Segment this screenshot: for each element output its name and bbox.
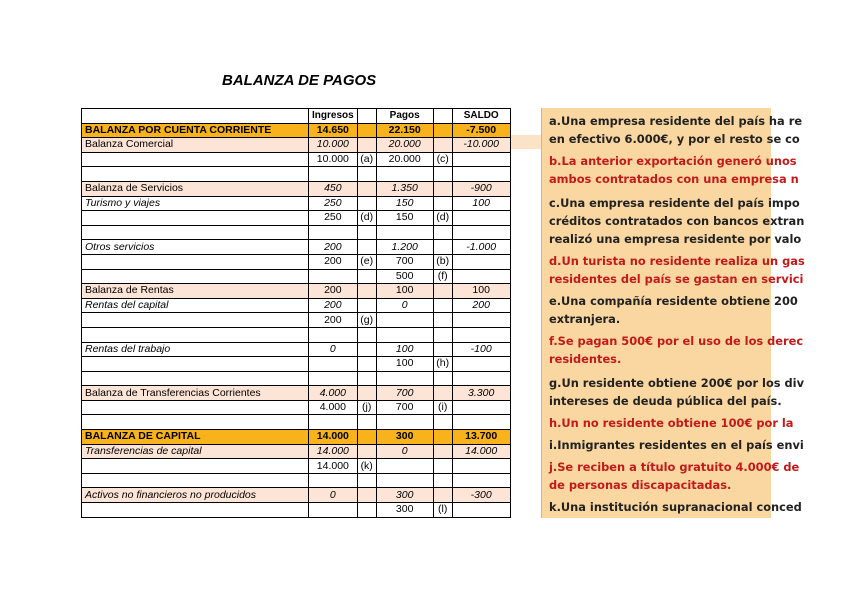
balance-table bbox=[81, 108, 511, 518]
row-label bbox=[82, 459, 309, 474]
saldo-cell: 14.000 bbox=[452, 444, 510, 459]
row-label bbox=[82, 313, 309, 328]
ingresos-ref-cell bbox=[357, 123, 376, 138]
table-row bbox=[82, 225, 511, 240]
pagos-ref-cell bbox=[433, 167, 452, 182]
ingresos-cell bbox=[309, 327, 358, 342]
ingresos-ref-cell bbox=[357, 298, 376, 313]
pagos-cell: 500 bbox=[376, 269, 433, 284]
row-label bbox=[82, 269, 309, 284]
table-row bbox=[82, 459, 511, 474]
table-row bbox=[82, 298, 511, 313]
header-pagos: Pagos bbox=[376, 109, 433, 124]
statement-line: ambos contratados con una empresa n bbox=[549, 172, 799, 186]
ingresos-cell: 250 bbox=[309, 196, 358, 211]
row-label bbox=[82, 357, 309, 372]
saldo-cell: 100 bbox=[452, 196, 510, 211]
ingresos-ref-cell bbox=[357, 371, 376, 386]
table-row bbox=[82, 430, 511, 445]
saldo-cell: -100 bbox=[452, 342, 510, 357]
ingresos-cell: 450 bbox=[309, 181, 358, 196]
saldo-cell bbox=[452, 400, 510, 415]
pagos-ref-cell: (b) bbox=[433, 254, 452, 269]
ingresos-ref-cell bbox=[357, 488, 376, 503]
ingresos-ref-cell bbox=[357, 473, 376, 488]
ingresos-cell bbox=[309, 371, 358, 386]
ingresos-ref-cell: (g) bbox=[357, 313, 376, 328]
ingresos-ref-cell bbox=[357, 181, 376, 196]
ingresos-cell: 4.000 bbox=[309, 386, 358, 401]
pagos-cell: 150 bbox=[376, 196, 433, 211]
pagos-cell: 1.350 bbox=[376, 181, 433, 196]
statement-line: k.Una institución supranacional conced bbox=[549, 500, 802, 514]
ingresos-ref-cell: (e) bbox=[357, 254, 376, 269]
pagos-cell: 100 bbox=[376, 342, 433, 357]
pagos-ref-cell bbox=[433, 459, 452, 474]
saldo-cell bbox=[452, 211, 510, 226]
table-row bbox=[82, 342, 511, 357]
ingresos-cell: 14.000 bbox=[309, 444, 358, 459]
ingresos-cell: 200 bbox=[309, 254, 358, 269]
table-row bbox=[82, 488, 511, 503]
saldo-cell: -300 bbox=[452, 488, 510, 503]
row-label bbox=[82, 211, 309, 226]
pagos-ref-cell: (d) bbox=[433, 211, 452, 226]
pagos-ref-cell bbox=[433, 371, 452, 386]
pagos-ref-cell bbox=[433, 284, 452, 299]
table-row bbox=[82, 254, 511, 269]
pagos-cell: 22.150 bbox=[376, 123, 433, 138]
ingresos-cell: 4.000 bbox=[309, 400, 358, 415]
table-row bbox=[82, 138, 511, 153]
table-row bbox=[82, 196, 511, 211]
row-label: BALANZA POR CUENTA CORRIENTE bbox=[82, 123, 309, 138]
ingresos-cell: 200 bbox=[309, 313, 358, 328]
ingresos-ref-cell bbox=[357, 430, 376, 445]
saldo-cell: 200 bbox=[452, 298, 510, 313]
ingresos-cell bbox=[309, 225, 358, 240]
row-label bbox=[82, 400, 309, 415]
row-label bbox=[82, 254, 309, 269]
ingresos-cell bbox=[309, 503, 358, 518]
saldo-cell: -1.000 bbox=[452, 240, 510, 255]
table-row bbox=[82, 503, 511, 518]
row-label: Turismo y viajes bbox=[82, 196, 309, 211]
table-row bbox=[82, 473, 511, 488]
statement-line: extranjera. bbox=[549, 312, 621, 326]
ingresos-ref-cell bbox=[357, 240, 376, 255]
row-label bbox=[82, 225, 309, 240]
saldo-cell bbox=[452, 254, 510, 269]
saldo-cell bbox=[452, 415, 510, 430]
pagos-cell bbox=[376, 371, 433, 386]
statement-line: i.Inmigrantes residentes en el país envi bbox=[549, 438, 804, 452]
ingresos-cell: 14.000 bbox=[309, 459, 358, 474]
ingresos-cell: 200 bbox=[309, 240, 358, 255]
pagos-cell bbox=[376, 459, 433, 474]
ingresos-ref-cell bbox=[357, 269, 376, 284]
pagos-cell: 20.000 bbox=[376, 138, 433, 153]
ingresos-cell bbox=[309, 269, 358, 284]
pagos-ref-cell: (i) bbox=[433, 400, 452, 415]
ingresos-cell bbox=[309, 415, 358, 430]
pagos-cell: 300 bbox=[376, 430, 433, 445]
saldo-cell: -10.000 bbox=[452, 138, 510, 153]
ingresos-ref-cell bbox=[357, 444, 376, 459]
ingresos-cell: 0 bbox=[309, 488, 358, 503]
table-row bbox=[82, 400, 511, 415]
table-row bbox=[82, 415, 511, 430]
row-label: Otros servicios bbox=[82, 240, 309, 255]
ingresos-cell bbox=[309, 167, 358, 182]
statement-line: a.Una empresa residente del país ha re bbox=[549, 114, 803, 128]
pagos-ref-cell bbox=[433, 196, 452, 211]
table-row bbox=[82, 240, 511, 255]
saldo-cell: 100 bbox=[452, 284, 510, 299]
ingresos-ref-cell bbox=[357, 357, 376, 372]
table-header-row bbox=[82, 109, 511, 124]
ingresos-ref-cell bbox=[357, 327, 376, 342]
ingresos-ref-cell: (d) bbox=[357, 211, 376, 226]
ingresos-cell: 200 bbox=[309, 284, 358, 299]
header-empty bbox=[82, 109, 309, 124]
ingresos-cell: 10.000 bbox=[309, 152, 358, 167]
ingresos-ref-cell bbox=[357, 284, 376, 299]
row-label bbox=[82, 473, 309, 488]
saldo-cell bbox=[452, 327, 510, 342]
table-row bbox=[82, 211, 511, 226]
row-label bbox=[82, 415, 309, 430]
row-label: Balanza Comercial bbox=[82, 138, 309, 153]
row-label bbox=[82, 327, 309, 342]
row-label bbox=[82, 503, 309, 518]
statement-line: intereses de deuda pública del país. bbox=[549, 394, 782, 408]
statement-line: f.Se pagan 500€ por el uso de los derec bbox=[549, 334, 804, 348]
statement-line: g.Un residente obtiene 200€ por los div bbox=[549, 376, 804, 390]
pagos-ref-cell bbox=[433, 225, 452, 240]
pagos-cell: 150 bbox=[376, 211, 433, 226]
pagos-ref-cell bbox=[433, 342, 452, 357]
statement-line: créditos contratados con bancos extran bbox=[549, 214, 805, 228]
statement-line: en efectivo 6.000€, y por el resto se co bbox=[549, 132, 800, 146]
statement-line: j.Se reciben a título gratuito 4.000€ de bbox=[549, 460, 800, 474]
statement-line: b.La anterior exportación generó unos bbox=[549, 154, 797, 168]
pagos-ref-cell bbox=[433, 415, 452, 430]
header-saldo: SALDO bbox=[452, 109, 510, 124]
pagos-cell: 300 bbox=[376, 503, 433, 518]
table-row bbox=[82, 269, 511, 284]
pagos-cell: 20.000 bbox=[376, 152, 433, 167]
ingresos-cell: 14.650 bbox=[309, 123, 358, 138]
statement-line: e.Una compañía residente obtiene 200 bbox=[549, 294, 798, 308]
ingresos-ref-cell bbox=[357, 503, 376, 518]
pagos-cell bbox=[376, 313, 433, 328]
pagos-cell: 0 bbox=[376, 444, 433, 459]
row-label bbox=[82, 167, 309, 182]
callout-connector bbox=[511, 135, 541, 149]
ingresos-ref-cell bbox=[357, 415, 376, 430]
exercise-statements-panel bbox=[541, 108, 805, 518]
pagos-cell bbox=[376, 167, 433, 182]
ingresos-cell: 10.000 bbox=[309, 138, 358, 153]
statement-line: realizó una empresa residente por valo bbox=[549, 232, 802, 246]
table-row bbox=[82, 327, 511, 342]
ingresos-ref-cell bbox=[357, 342, 376, 357]
pagos-ref-cell bbox=[433, 430, 452, 445]
row-label: Rentas del capital bbox=[82, 298, 309, 313]
ingresos-ref-cell bbox=[357, 138, 376, 153]
ingresos-ref-cell bbox=[357, 386, 376, 401]
table-row bbox=[82, 181, 511, 196]
saldo-cell bbox=[452, 269, 510, 284]
pagos-ref-cell: (h) bbox=[433, 357, 452, 372]
ingresos-cell bbox=[309, 473, 358, 488]
pagos-cell: 700 bbox=[376, 386, 433, 401]
saldo-cell: -900 bbox=[452, 181, 510, 196]
pagos-cell: 300 bbox=[376, 488, 433, 503]
pagos-ref-cell bbox=[433, 298, 452, 313]
row-label bbox=[82, 152, 309, 167]
saldo-cell: 3.300 bbox=[452, 386, 510, 401]
table-row bbox=[82, 313, 511, 328]
saldo-cell bbox=[452, 225, 510, 240]
pagos-cell: 0 bbox=[376, 298, 433, 313]
header-ref2 bbox=[433, 109, 452, 124]
header-ref1 bbox=[357, 109, 376, 124]
saldo-cell bbox=[452, 313, 510, 328]
statement-line: residentes. bbox=[549, 352, 622, 366]
pagos-ref-cell: (f) bbox=[433, 269, 452, 284]
ingresos-cell: 250 bbox=[309, 211, 358, 226]
pagos-cell bbox=[376, 327, 433, 342]
row-label: Rentas del trabajo bbox=[82, 342, 309, 357]
saldo-cell bbox=[452, 371, 510, 386]
statement-line: d.Un turista no residente realiza un gas bbox=[549, 254, 805, 268]
pagos-ref-cell bbox=[433, 444, 452, 459]
row-label: BALANZA DE CAPITAL bbox=[82, 430, 309, 445]
row-label: Activos no financieros no producidos bbox=[82, 488, 309, 503]
saldo-cell bbox=[452, 503, 510, 518]
pagos-ref-cell: (l) bbox=[433, 503, 452, 518]
table-row bbox=[82, 371, 511, 386]
pagos-ref-cell bbox=[433, 473, 452, 488]
pagos-cell: 700 bbox=[376, 254, 433, 269]
ingresos-ref-cell: (j) bbox=[357, 400, 376, 415]
pagos-ref-cell bbox=[433, 123, 452, 138]
page-title: BALANZA DE PAGOS bbox=[222, 72, 377, 89]
statement-line: h.Un no residente obtiene 100€ por la bbox=[549, 416, 794, 430]
pagos-ref-cell: (c) bbox=[433, 152, 452, 167]
pagos-ref-cell bbox=[433, 327, 452, 342]
row-label: Balanza de Servicios bbox=[82, 181, 309, 196]
pagos-ref-cell bbox=[433, 488, 452, 503]
statement-line: c.Una empresa residente del país impo bbox=[549, 196, 800, 210]
header-ingresos: Ingresos bbox=[309, 109, 358, 124]
saldo-cell bbox=[452, 152, 510, 167]
ingresos-ref-cell: (a) bbox=[357, 152, 376, 167]
pagos-ref-cell bbox=[433, 240, 452, 255]
pagos-cell bbox=[376, 473, 433, 488]
saldo-cell bbox=[452, 459, 510, 474]
row-label: Balanza de Transferencias Corrientes bbox=[82, 386, 309, 401]
pagos-cell: 100 bbox=[376, 284, 433, 299]
table-row bbox=[82, 123, 511, 138]
ingresos-cell bbox=[309, 357, 358, 372]
pagos-cell: 700 bbox=[376, 400, 433, 415]
pagos-ref-cell bbox=[433, 181, 452, 196]
row-label: Transferencias de capital bbox=[82, 444, 309, 459]
statement-line: residentes del país se gastan en servici bbox=[549, 272, 804, 286]
saldo-cell: -7.500 bbox=[452, 123, 510, 138]
ingresos-cell: 14.000 bbox=[309, 430, 358, 445]
saldo-cell bbox=[452, 473, 510, 488]
ingresos-ref-cell: (k) bbox=[357, 459, 376, 474]
ingresos-cell: 200 bbox=[309, 298, 358, 313]
saldo-cell: 13.700 bbox=[452, 430, 510, 445]
saldo-cell bbox=[452, 167, 510, 182]
table-row bbox=[82, 152, 511, 167]
table-row bbox=[82, 386, 511, 401]
table-row bbox=[82, 357, 511, 372]
pagos-ref-cell bbox=[433, 386, 452, 401]
pagos-ref-cell bbox=[433, 313, 452, 328]
row-label: Balanza de Rentas bbox=[82, 284, 309, 299]
table-row bbox=[82, 444, 511, 459]
table-row bbox=[82, 284, 511, 299]
pagos-cell bbox=[376, 225, 433, 240]
pagos-cell: 100 bbox=[376, 357, 433, 372]
pagos-cell: 1.200 bbox=[376, 240, 433, 255]
ingresos-ref-cell bbox=[357, 225, 376, 240]
saldo-cell bbox=[452, 357, 510, 372]
ingresos-ref-cell bbox=[357, 167, 376, 182]
pagos-ref-cell bbox=[433, 138, 452, 153]
ingresos-ref-cell bbox=[357, 196, 376, 211]
row-label bbox=[82, 371, 309, 386]
table-row bbox=[82, 167, 511, 182]
statement-line: de personas discapacitadas. bbox=[549, 478, 732, 492]
ingresos-cell: 0 bbox=[309, 342, 358, 357]
pagos-cell bbox=[376, 415, 433, 430]
